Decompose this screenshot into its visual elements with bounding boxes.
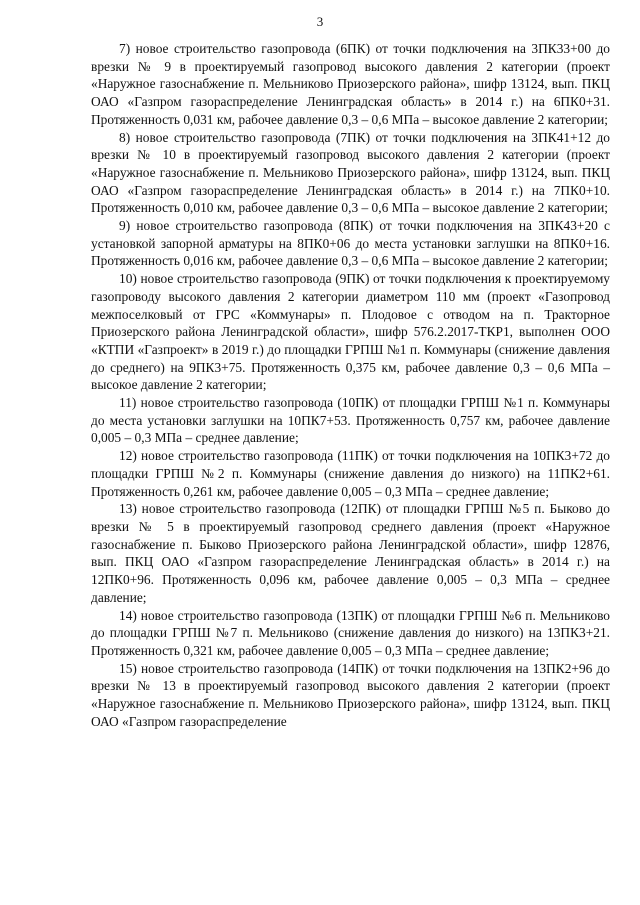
- paragraph-item-11: 11) новое строительство газопровода (10ПК) от площадки ГРПШ №1 п. Коммунары до места установки заглушки на 10ПК7+53. Протяженность 0,757 км, рабочее давление 0,005 – 0,3 МПа – среднее давление;: [91, 395, 610, 446]
- paragraph-item-8: 8) новое строительство газопровода (7ПК) от точки подключения на 3ПК41+12 до врезки № 10 в проектируемый газопровод высокого давления 2 категории (проект «Наружное газоснабжение п. Мельниково Приозерского района», шифр 13124, вып. ПКЦ ОАО «Газпром газораспределение Ленинградская область» в 2014 г.) на 7ПК0+10. Протяженность 0,010 км, рабочее давление 0,3 – 0,6 МПа – высокое давление 2 категории;: [91, 129, 610, 216]
- paragraph-item-14: 14) новое строительство газопровода (13ПК) от площадки ГРПШ №6 п. Мельниково до площадки ГРПШ №7 п. Мельниково (снижение давления до низкого) на 13ПК3+21. Протяженность 0,321 км, рабочее давление 0,005 – 0,3 МПа – среднее давление;: [91, 607, 610, 658]
- paragraph-item-13: 13) новое строительство газопровода (12ПК) от площадки ГРПШ №5 п. Быково до врезки № 5 в проектируемый газопровод среднего давления (проект «Наружное газоснабжение п. Быково Приозерского района Ленинградской области», шифр 12876, вып. ПКЦ ОАО «Газпром газораспределение Ленинградская область» в 2014 г.) на 12ПК0+96. Протяженность 0,096 км, рабочее давление 0,005 – 0,3 МПа – среднее давление;: [91, 501, 610, 605]
- paragraph-item-7: 7) новое строительство газопровода (6ПК) от точки подключения на 3ПК33+00 до врезки № 9 в проектируемый газопровод высокого давления 2 категории (проект «Наружное газоснабжение п. Мельниково Приозерского района», шифр 13124, вып. ПКЦ ОАО «Газпром газораспределение Ленинградская область» в 2014 г.) на 6ПК0+31. Протяженность 0,031 км, рабочее давление 0,3 – 0,6 МПа – высокое давление 2 категории;: [91, 41, 610, 127]
- page-number: 3: [316, 14, 324, 29]
- paragraph-item-12: 12) новое строительство газопровода (11ПК) от точки подключения на 10ПК3+72 до площадки ГРПШ №2 п. Коммунары (снижение давления до низкого) на 11ПК2+61. Протяженность 0,261 км, рабочее давление 0,005 – 0,3 МПа – среднее давление;: [91, 448, 610, 499]
- document-body: [91, 40, 610, 730]
- paragraph-item-10: 10) новое строительство газопровода (9ПК) от точки подключения к проектируемому газопроводу высокого давления 2 категории диаметром 110 мм (проект «Газопровод межпоселковый от ГРС «Коммунары» п. Плодовое с отводом на п. Тракторное Приозерского района Ленинградской области», шифр 576.2.2017-ТКР1, выполнен ООО «КТПИ «Газпроект» в 2019 г.) до площадки ГРПШ №1 п. Коммунары (снижение давления до среднего) на 9ПК3+75. Протяженность 0,375 км, рабочее давление 0,3 – 0,6 МПа – высокое давление 2 категории;: [91, 271, 610, 393]
- paragraph-item-15: 15) новое строительство газопровода (14ПК) от точки подключения на 13ПК2+96 до врезки № 13 в проектируемый газопровод высокого давления 2 категории (проект «Наружное газоснабжение п. Мельниково Приозерского района», шифр 13124, вып. ПКЦ ОАО «Газпром газораспределение: [91, 660, 610, 729]
- paragraph-item-9: 9) новое строительство газопровода (8ПК) от точки подключения на 3ПК43+20 с установкой запорной арматуры на 8ПК0+06 до места установки заглушки на 8ПК0+16. Протяженность 0,016 км, рабочее давление 0,3 – 0,6 МПа – высокое давление 2 категории;: [91, 218, 610, 269]
